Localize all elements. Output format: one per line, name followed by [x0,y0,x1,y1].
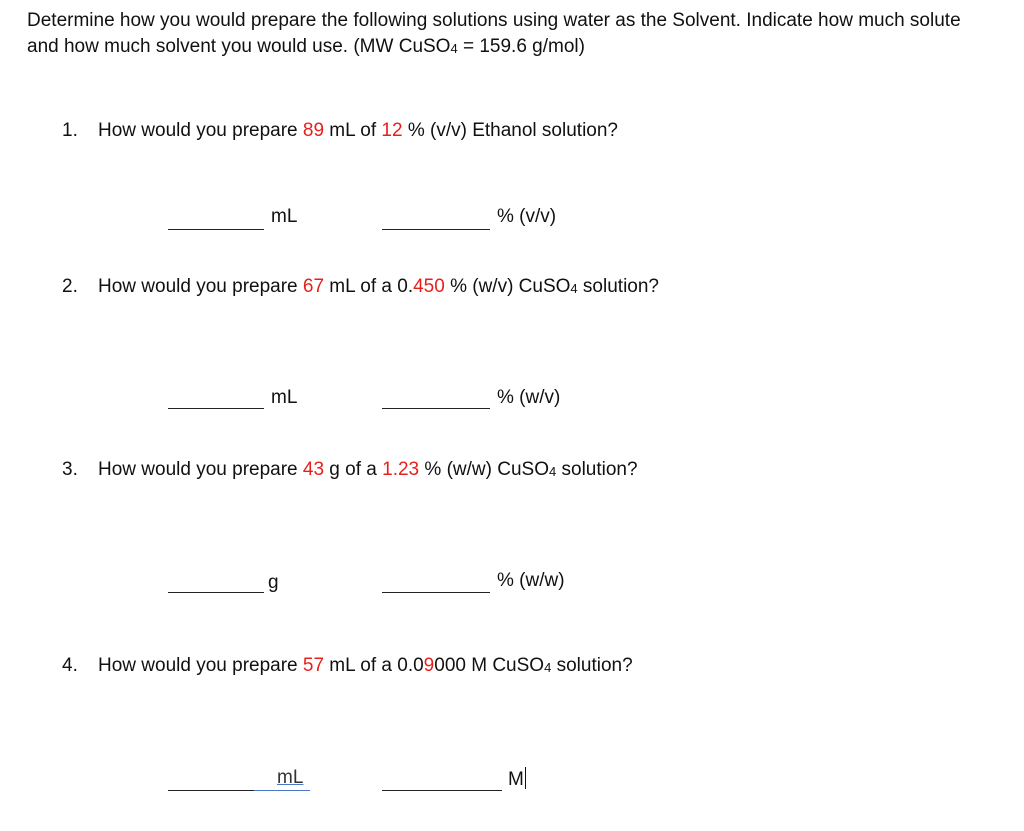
question-text: 000 M CuSO [434,655,545,676]
subscript: 4 [450,41,458,56]
question-text: mL of [324,120,382,141]
answer-blank-solute[interactable] [168,790,254,791]
answer-blank-solute[interactable] [168,592,264,593]
subscript: 4 [548,464,557,479]
question-text: % (w/v) CuSO [444,276,571,297]
question-1 [62,119,618,143]
instructions-text: Determine how you would prepare the following solutions using water as the Solvent. Indicate how much solute and how much solvent you would use. (MW CuSO [27,10,961,57]
question-text: mL of a 0. [324,276,414,297]
question-text: How would you prepare [98,655,303,676]
answer-blank-solvent[interactable] [382,408,490,409]
question-text: How would you prepare [98,459,303,480]
question-text: % (v/v) Ethanol solution? [402,120,618,141]
concentration-value: 450 [413,276,445,297]
answer-blank-solute[interactable] [168,229,264,230]
unit-label: % (w/w) [497,570,565,591]
unit-label: g [268,572,279,593]
question-number: 4. [62,655,78,676]
unit-label: % (v/v) [497,206,557,227]
answer-blank-solvent[interactable] [382,229,490,230]
subscript: 4 [570,281,578,296]
unit-label-with-cursor[interactable] [508,767,526,791]
question-text: solution? [577,276,659,297]
volume-value: 89 [302,120,325,141]
concentration-value: 12 [381,120,403,141]
question-text: mL of a 0.0 [324,655,424,676]
concentration-value: 9 [423,655,435,676]
unit-label-link[interactable]: mL [277,767,304,788]
text-cursor [525,767,526,789]
question-2 [62,275,659,301]
unit-label: % (w/v) [497,387,561,408]
answer-blank-molarity[interactable] [382,790,502,791]
volume-value: 67 [302,276,325,297]
unit-label: M [508,769,524,790]
question-4 [62,654,633,680]
mass-value: 43 [302,459,325,480]
question-number: 3. [62,459,78,480]
question-3 [62,458,638,484]
concentration-value: 1.23 [382,459,420,480]
link-underline [254,790,310,791]
answer-blank-solute[interactable] [168,408,264,409]
question-text: g of a [324,459,383,480]
instructions-paragraph [27,8,987,62]
volume-value: 57 [302,655,325,676]
subscript: 4 [544,660,552,675]
question-text: How would you prepare [98,120,303,141]
answer-blank-solvent[interactable] [382,592,490,593]
question-text: solution? [556,459,638,480]
unit-label: mL [271,206,298,227]
question-text: How would you prepare [98,276,303,297]
question-number: 1. [62,120,78,141]
instructions-text-end: = 159.6 g/mol) [457,36,585,57]
question-number: 2. [62,276,78,297]
question-text: solution? [551,655,633,676]
question-text: % (w/w) CuSO [419,459,549,480]
unit-label: mL [271,387,298,408]
